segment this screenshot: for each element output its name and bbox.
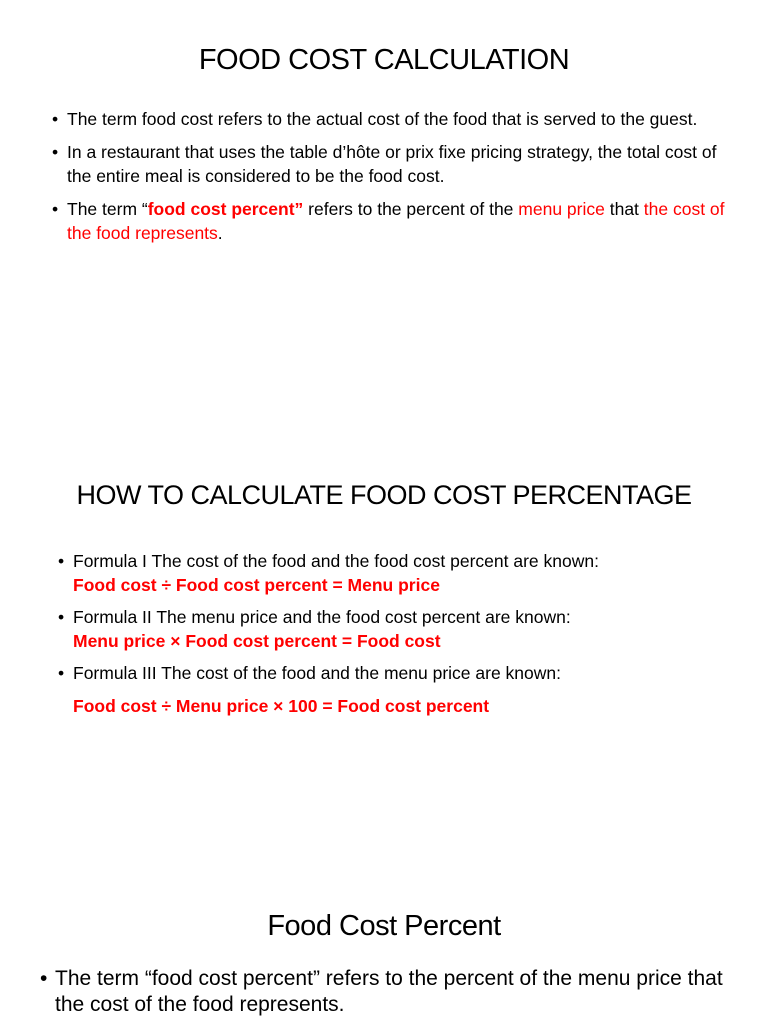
formula-item-3 [58, 661, 738, 718]
formula-item-2 [58, 605, 738, 653]
bullet-text: The term “ [67, 199, 148, 219]
formula-item-1 [58, 549, 738, 597]
formula-equation: Food cost ÷ Food cost percent = Menu price [73, 575, 440, 595]
formula-equation: Menu price × Food cost percent = Food cost [73, 631, 441, 651]
bullet-list [52, 107, 732, 254]
bullet-food-cost-percent [52, 197, 732, 245]
slide-title: HOW TO CALCULATE FOOD COST PERCENTAGE [76, 480, 692, 510]
bullet-list [40, 966, 740, 1018]
slide-food-cost-percent [0, 900, 768, 1024]
formula-description: Formula II The menu price and the food cost percent are known: [73, 607, 571, 627]
formula-equation: Food cost ÷ Menu price × 100 = Food cost percent [73, 696, 490, 716]
highlight-cost-represents: the cost of the food represents [67, 199, 725, 243]
formula-description: Formula III The cost of the food and the menu price are known: [73, 663, 562, 683]
slide-title: Food Cost Percent [267, 910, 501, 942]
bullet-food-cost-percent-definition: • The term “food cost percent” refers to the percent of the menu price that the cost of the food represents. [40, 966, 740, 1018]
bullet-text: . [217, 223, 223, 243]
slide-title: FOOD COST CALCULATION [198, 44, 570, 76]
highlight-food-cost-percent: food cost percent” [147, 199, 304, 219]
bullet-text: that [604, 199, 644, 219]
bullet-food-cost-definition: • The term food cost refers to the actual cost of the food that is served to the guest. [52, 107, 732, 131]
highlight-menu-price: menu price [518, 199, 605, 219]
bullet-prix-fixe: • In a restaurant that uses the table d’hôte or prix fixe pricing strategy, the total cost of the entire meal is considered to be the food cost. [52, 140, 732, 188]
formula-description: Formula I The cost of the food and the food cost percent are known: [73, 551, 599, 571]
slide-food-cost-calculation [0, 0, 768, 330]
formula-list [58, 549, 738, 726]
bullet-text: refers to the percent of the [303, 199, 519, 219]
slide-how-to-calculate [0, 460, 768, 760]
